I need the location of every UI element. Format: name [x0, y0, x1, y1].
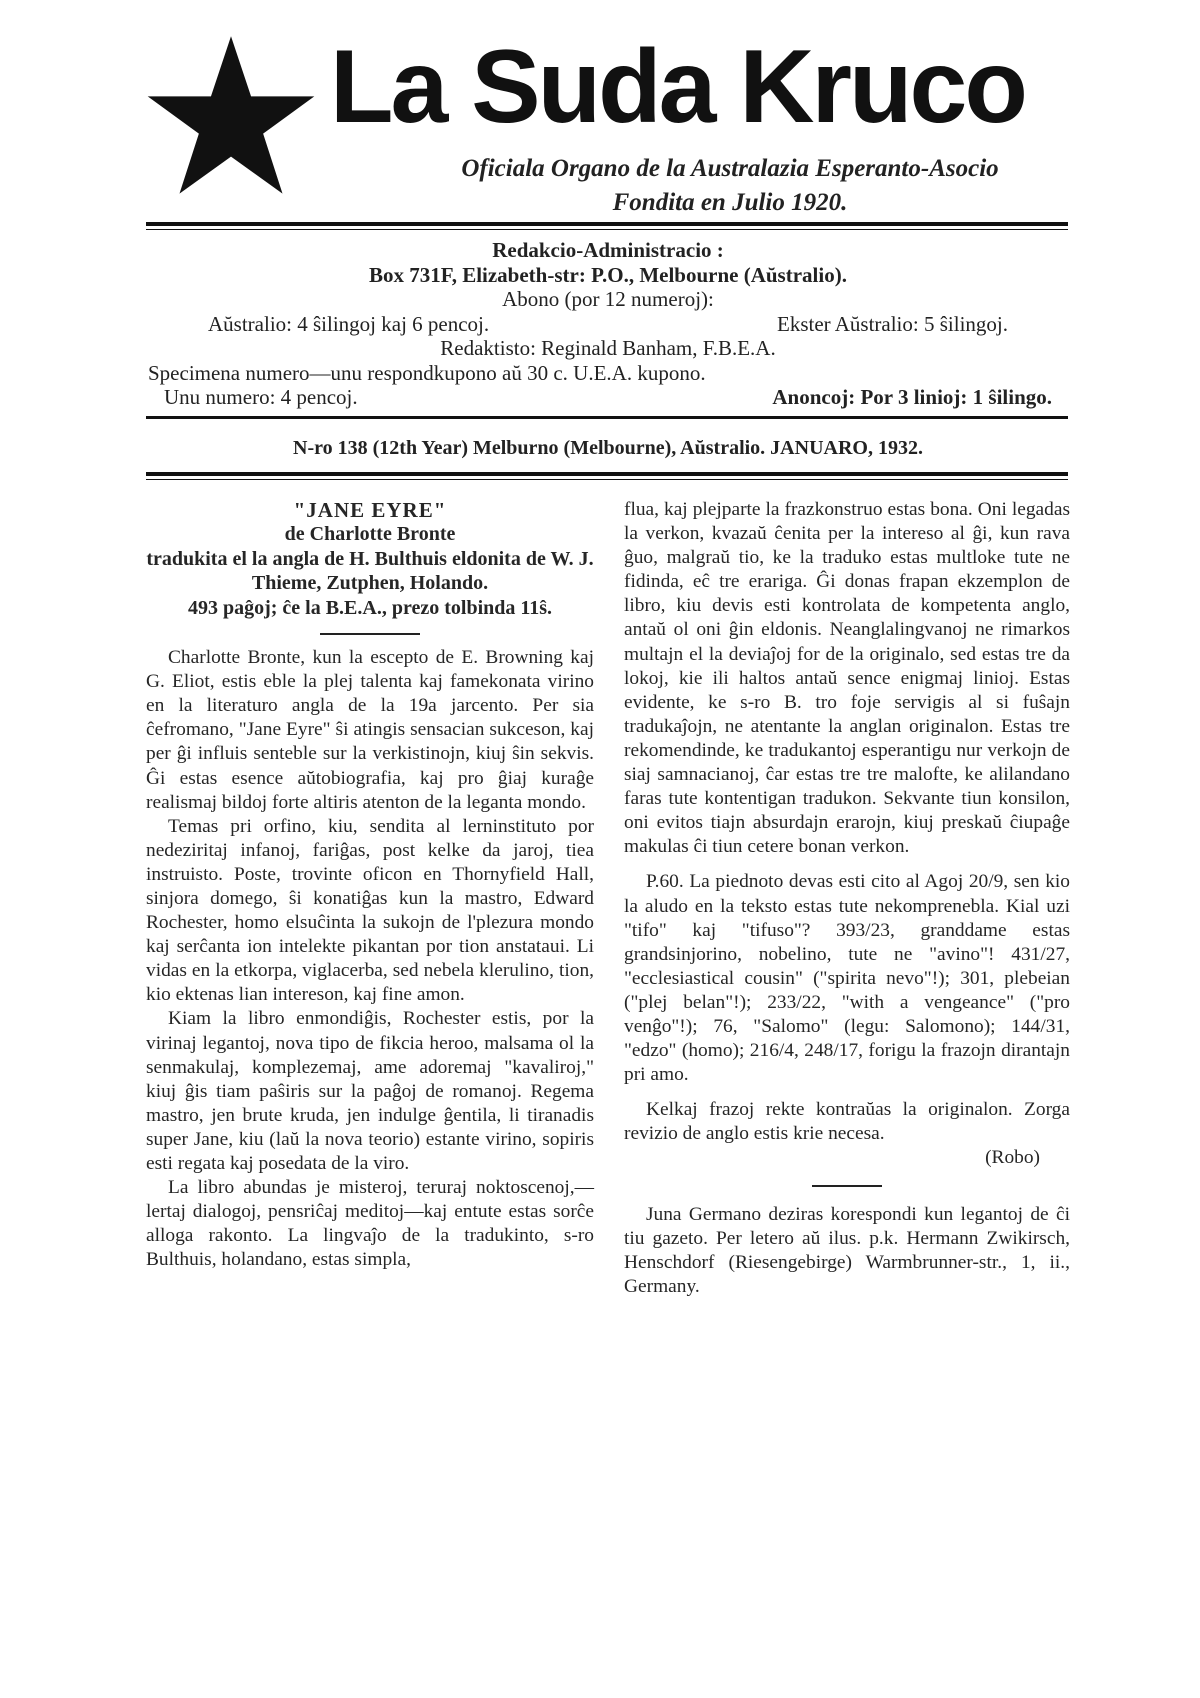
review-paragraph: P.60. La piednoto devas esti cito al Agoj 20/9, sen kio la aludo en la teksto estas tute nekomprenebla. Kial uzi "tifo" kaj "tifuso"? 393/23, granddame estas grandsinjorino, nobelino, tute ne "avino"! 431/27, "ecclesiastical cousin" ("spirita nevo"!); 301, plebeian ("plej belan"!); 233/22, "with a vengeance" ("pro venĝo"!); 76, "Salomo" (legu: Salomono); 144/31, "edzo" (homo); 216/4, 248/17, forigu la frazojn dirantajn pri amo. — [624, 871, 1070, 1086]
price-abroad: Ekster Aŭstralio: 5 ŝilingoj. — [777, 311, 1008, 336]
review-paragraph: Kelkaj frazoj rekte kontraŭas la originalon. Zorga revizio de anglo estis krie necesa. — [624, 1099, 1070, 1145]
masthead-subtitle — [370, 152, 1090, 220]
review-paragraph: La libro abundas je misteroj, teruraj noktoscenoj,—lertaj dialogoj, pensriĉaj meditoj—kaj entute estas sorĉe alloga rakonto. La lingvaĵo de la tradukinto, s-ro Bulthuis, holandano, estas simpla, — [146, 1177, 594, 1271]
admin-heading: Redakcio-Administracio : — [492, 238, 724, 262]
subtitle-line-1: Oficiala Organo de la Australazia Esperanto-Asocio — [461, 155, 999, 182]
correspondence-notice: Juna Germano deziras korespondi kun legantoj de ĉi tiu gazeto. Per letero aŭ ilus. p.k. Hermann Zwikirsch, Henschdorf (Riesengebirge) Warmbrunner-str., 1, ii., Germany. — [624, 1203, 1070, 1297]
star-icon — [146, 36, 316, 198]
admin-divider — [146, 416, 1068, 419]
review-translation: tradukita el la angla de H. Bulthuis eldonita de W. J. Thieme, Zutphen, Holando. — [146, 547, 594, 595]
review-paragraph: Kiam la libro enmondiĝis, Rochester estis, por la virinaj legantoj, nova tipo de fikcia heroo, malsama ol la senmakulaj, komplezemaj, ame adoremaj "kavaliroj," kiuj ĝis tiam paŝiris sur la paĝoj de romanoj. Regema mastro, jen brute kruda, jen indulge ĝentila, li tiranadis super Jane, kiu (laŭ la nova teorio) estante virino, sopiris esti regata kaj posedata de la viro. — [146, 1008, 594, 1174]
review-details: 493 paĝoj; ĉe la B.E.A., prezo tolbinda 11ŝ. — [187, 596, 553, 619]
left-column — [146, 498, 594, 1272]
masthead-divider-thin — [146, 229, 1068, 230]
newspaper-title: La Suda Kruco — [330, 29, 1025, 145]
admin-single-and-ads — [148, 385, 1068, 410]
administration-block — [148, 238, 1068, 410]
admin-editor: Redaktisto: Reginald Banham, F.B.E.A. — [440, 336, 776, 360]
admin-address: Box 731F, Elizabeth-str: P.O., Melbourne (Aŭstralio). — [369, 262, 847, 287]
subtitle-line-2: Fondita en Julio 1920. — [612, 189, 848, 216]
review-paragraph: Temas pri orfino, kiu, sendita al lerninstituto por nedeziritaj infanoj, fariĝas, post kelke da jaroj, tiea instruisto. Poste, trovinte oficon en Thornyfield Hall, sinjora domego, ŝi konatiĝas kun la mastro, Edward Rochester, homo elsuĉinta la sukojn de l'plezura mondo kaj serĉanta ion intelekte pikantan por tion anstataui. Li vidas en la etkorpa, viglacerba, sed nebela klerulino, tion, kio ektenas lian intereson, kaj fine amon. — [146, 815, 594, 1006]
masthead — [140, 22, 1070, 216]
price-australia: Aŭstralio: 4 ŝilingoj kaj 6 pencoj. — [208, 311, 490, 336]
admin-specimen: Specimena numero—unu respondkupono aŭ 30 c. U.E.A. kupono. — [148, 360, 706, 385]
issue-divider-thin — [146, 479, 1068, 480]
masthead-divider — [146, 222, 1068, 226]
admin-prices — [148, 312, 1068, 337]
review-author: de Charlotte Bronte — [284, 523, 456, 546]
right-column — [624, 498, 1070, 1299]
single-issue-price: Unu numero: 4 pencoj. — [164, 385, 358, 409]
ads-price: Anoncoj: Por 3 linioj: 1 ŝilingo. — [772, 385, 1052, 409]
issue-line: N-ro 138 (12th Year) Melburno (Melbourne), Aŭstralio. JANUARO, 1932. — [293, 437, 923, 459]
admin-subscription: Abono (por 12 numeroj): — [502, 287, 714, 311]
issue-divider — [146, 472, 1068, 476]
review-signature: (Robo) — [985, 1147, 1040, 1169]
review-paragraph: Charlotte Bronte, kun la escepto de E. Browning kaj G. Eliot, estis eble la plej talenta kaj famekonata virino en la literaturo angla de la 19a jarcento. Per sia ĉefromano, "Jane Eyre" ŝi atingis sensacian sukceson, kaj per ĝi influis senteble sur la verkistinojn, kiuj ŝin sekvis. Ĝi estas esence aŭtobiografia, kaj pro ĝiaj kuraĝe realismaj bildoj forte altiris atenton de la leganta mondo. — [146, 647, 594, 813]
review-heading — [146, 498, 594, 620]
review-title: "JANE EYRE" — [293, 498, 447, 522]
review-paragraph-continued: flua, kaj plejparte la frazkonstruo estas bona. Oni legadas la verkon, kvazaŭ ĉenita per la intereso al ĝi, kun rava ĝuo, malgraŭ tio, ke la traduko estas multloke tute ne fidinda, eĉ tre erariga. Ĝi donas frapan ekzemplon de libro, kiu devis esti kontrolata de kompetenta anglo, antaŭ ol oni ĝin eldonis. Neanglalingvanoj ne rimarkos multajn el la deviaĵoj for de la originalo, sed estas tre da lokoj, kie ili haltos antaŭ sence enigmaj linioj. Estas evidente, ke s-ro B. tro foje servigis al si fuŝajn tradukaĵojn, ne atentante la anglan originalon. Estas tre rekomendinde, ke tradukantoj esperantigu nur verkojn de siaj samnacianoj, ĉar estas tre tre malofte, ke alilandano faras tute kontentigan tradukon. Sekvante tiun konsilon, oni evitos tiajn absurdajn erarojn, kiuj preskaŭ ĉiupaĝe makulas ĉi tiun cetere bonan verkon. — [624, 499, 1070, 858]
